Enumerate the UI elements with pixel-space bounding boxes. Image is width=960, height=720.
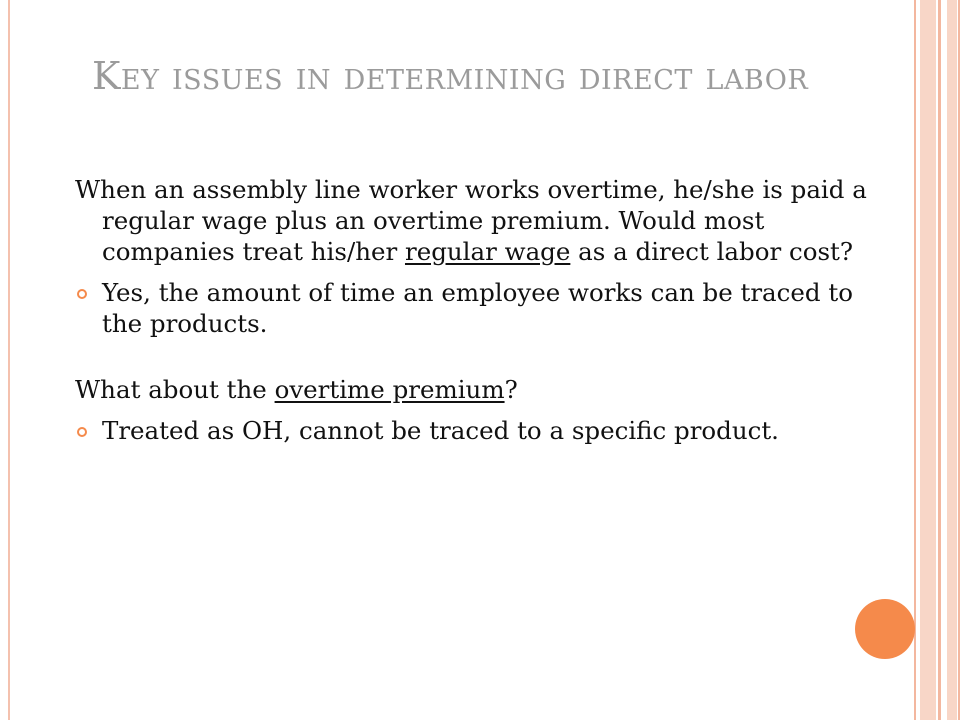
stripe: [914, 0, 916, 720]
question-paragraph-2: [75, 374, 875, 405]
stripe: [947, 0, 957, 720]
right-decorative-stripes: [914, 0, 960, 720]
text-segment: ?: [504, 375, 518, 404]
answer-bullet-2: [75, 415, 875, 446]
underlined-term: overtime premium: [274, 375, 505, 404]
text-segment: When an assembly line worker works overtime, he/she is paid a regular wage plus an overtime premium. Would most companies treat his/her: [75, 175, 867, 266]
decorative-circle-icon: [855, 599, 915, 659]
bullet-circle-icon: [77, 289, 87, 299]
bullet-text: Yes, the amount of time an employee works can be traced to the products.: [102, 278, 853, 338]
text-segment: as a direct labor cost?: [570, 237, 853, 266]
stripe: [920, 0, 936, 720]
slide-body: [75, 174, 875, 446]
stripe: [938, 0, 941, 720]
bullet-text: Treated as OH, cannot be traced to a specific product.: [102, 416, 779, 445]
slide-title: Key issues in determining direct labor: [92, 54, 809, 98]
question-paragraph-1: [75, 174, 875, 267]
text-segment: What about the: [75, 375, 275, 404]
bullet-circle-icon: [77, 427, 87, 437]
left-border-line: [8, 0, 10, 720]
stripe: [943, 0, 946, 720]
underlined-term: regular wage: [404, 237, 571, 266]
answer-bullet-1: [75, 277, 875, 339]
